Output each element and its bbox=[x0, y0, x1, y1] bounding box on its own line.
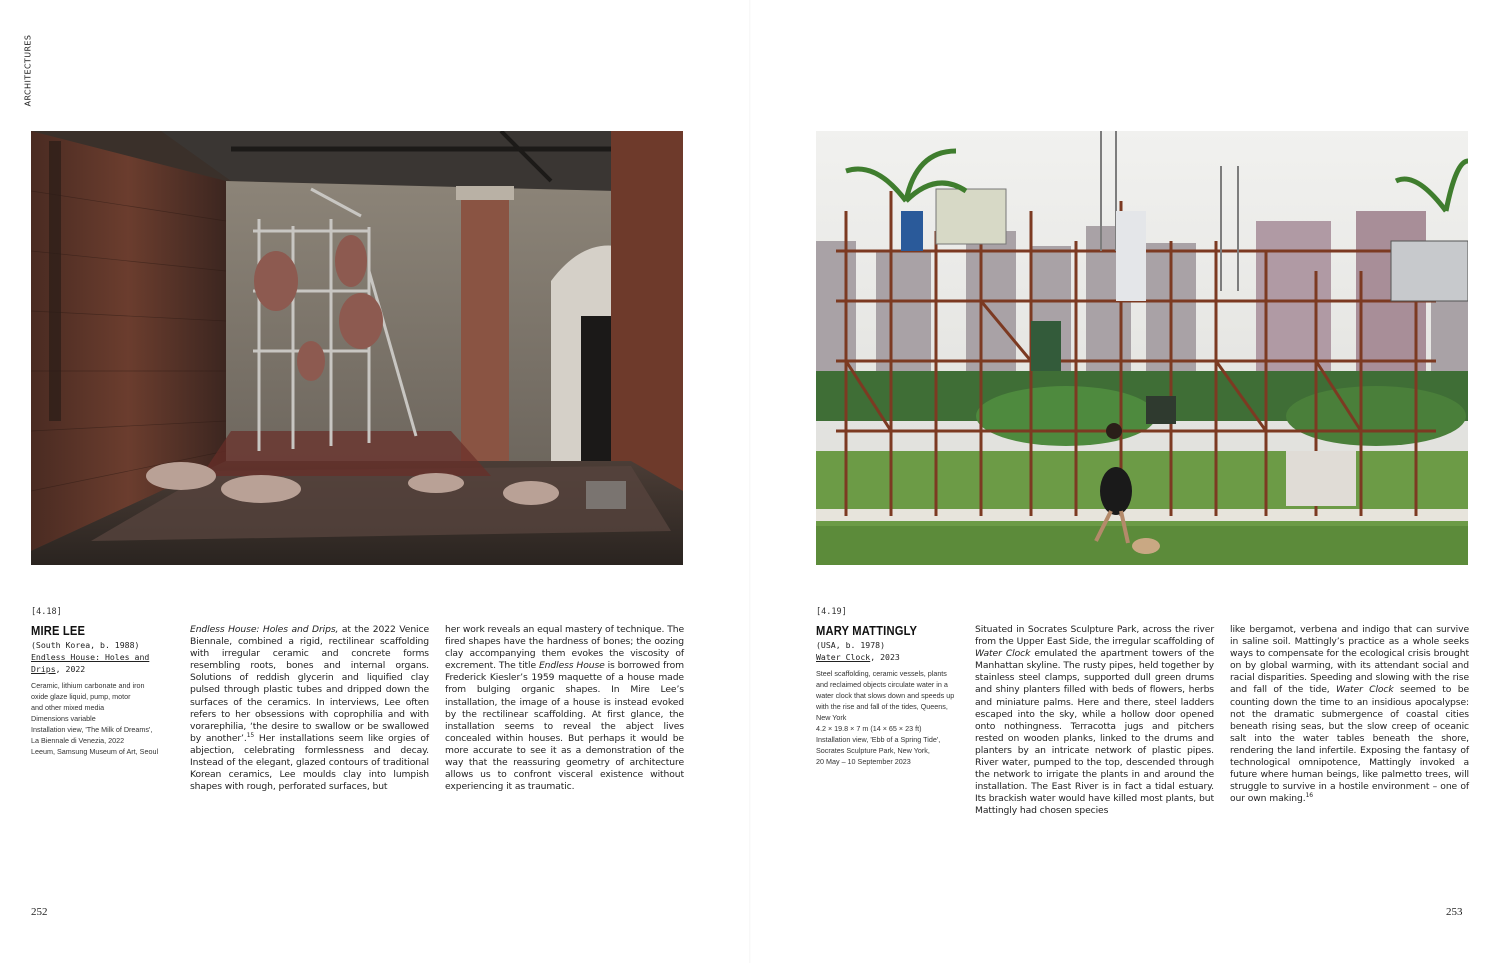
artist-name-left: MIRE LEE bbox=[31, 623, 86, 638]
detail-line: Installation view, 'Ebb of a Spring Tide', bbox=[816, 735, 941, 744]
work-details-right bbox=[816, 668, 954, 767]
detail-line: Installation view, 'The Milk of Dreams', bbox=[31, 725, 153, 734]
work-title-left-line1 bbox=[31, 651, 149, 663]
page-number-right: 253 bbox=[1446, 906, 1463, 918]
section-label: ARCHITECTURES bbox=[23, 34, 33, 107]
artist-origin-left: (South Korea, b. 1988) bbox=[31, 640, 140, 650]
detail-line: Ceramic, lithium carbonate and iron bbox=[31, 681, 145, 690]
detail-line: 20 May – 10 September 2023 bbox=[816, 757, 911, 766]
work-title-left-line2 bbox=[31, 663, 85, 675]
detail-line: Socrates Sculpture Park, New York, bbox=[816, 746, 930, 755]
detail-line: and reclaimed objects circulate water in a bbox=[816, 680, 948, 689]
detail-line: water clock that slows down and speeds up bbox=[816, 691, 955, 700]
page-gutter bbox=[749, 0, 751, 963]
photo-mire-lee-installation bbox=[31, 131, 683, 565]
text-run: her work reveals an equal mastery of technique. The fired shapes have the hardness of bones; the oozing clay accompanying them evokes the viscosity of excrement. The title bbox=[445, 624, 684, 672]
work-details-left bbox=[31, 680, 158, 757]
body-column-left-2 bbox=[445, 624, 684, 793]
artist-name-right: MARY MATTINGLY bbox=[816, 623, 918, 638]
work-title-left-b: Drips bbox=[31, 664, 56, 674]
work-title-right-line bbox=[816, 651, 900, 663]
footnote-ref: 15 bbox=[246, 731, 255, 739]
detail-line: Steel scaffolding, ceramic vessels, plants bbox=[816, 669, 947, 678]
section-tab bbox=[16, 36, 56, 116]
body-column-right-2 bbox=[1230, 624, 1469, 805]
artist-origin-right: (USA, b. 1978) bbox=[816, 640, 886, 650]
photo-mary-mattingly-installation bbox=[816, 131, 1468, 565]
detail-line: La Biennale di Venezia, 2022 bbox=[31, 736, 125, 745]
text-run: is borrowed from Frederick Kiesler’s 1959 maquette of a house made from bulging organic shapes. In Mire Lee’s installation, the image of a house is instead evoked by the rectilinear scaffolding. At first glance, the installation seems to reveal the abject lives concealed within houses. But perhaps it would be more accurate to see it as a demonstration of the way that the reassuring geometry of architecture allows us to confront visceral existence without experiencing it as traumatic. bbox=[445, 660, 684, 793]
text-run: Endless House: Holes and Drips, bbox=[190, 624, 339, 635]
figure-number-left: [4.18] bbox=[31, 607, 62, 617]
text-run: Water Clock bbox=[975, 648, 1031, 660]
figure-number-right: [4.19] bbox=[816, 607, 847, 617]
text-run: Water Clock bbox=[1336, 684, 1394, 696]
body-column-left-1 bbox=[190, 624, 429, 793]
work-year-right: , 2023 bbox=[870, 652, 900, 662]
text-run: Her installations seem like orgies of abjection, celebrating formlessness and decay. Instead of the elegant, glazed contours of traditional Korean ceramics, Lee moulds clay into lumpish shapes with rough, perforated surfaces, but bbox=[190, 732, 429, 793]
detail-line: Leeum, Samsung Museum of Art, Seoul bbox=[31, 747, 159, 756]
body-column-right-1 bbox=[975, 624, 1214, 818]
detail-line: New York bbox=[816, 713, 847, 722]
detail-line: with the rise and fall of the tides, Queens, bbox=[816, 702, 948, 711]
work-title-right: Water Clock bbox=[816, 652, 871, 662]
text-run: seemed to be counting down the time to an insidious apocalypse: not the dramatic submergence of coastal cities beneath rising seas, but the slow creep of oceanic salt into the water tables beneath the shore, rendering the land infertile. Exposing the fantasy of technological omnipotence, Mattingly invoked a future where human beings, like palmetto trees, will struggle to survive in a hostile environment – one of our own making. bbox=[1230, 684, 1469, 805]
detail-line: Dimensions variable bbox=[31, 714, 96, 723]
text-run: at the 2022 Venice Biennale, combined a rigid, rectilinear scaffolding with irregular ceramic and concrete forms resembling roots, bones and internal organs. Solutions of reddish glycerin and liquified clay pulsed through plastic tubes and dripped down the surfaces of the ceramics. In interviews, Lee often refers to her obsessions with coprophilia and with vorarephilia, ‘the desire to swallow or be swallowed by another’. bbox=[190, 624, 429, 744]
text-run: like bergamot, verbena and indigo that can survive in saline soil. Mattingly’s practice as a whole seeks ways to compensate for the ecological crisis brought on by global warming, with its attendant social and racial disparities. Speeding and slowing with the rise and fall of the tide, bbox=[1230, 624, 1469, 696]
work-year-left: , 2022 bbox=[55, 664, 86, 674]
text-run: Endless House bbox=[538, 660, 605, 672]
detail-line: oxide glaze liquid, pump, motor bbox=[31, 692, 131, 701]
page-number-left: 252 bbox=[31, 906, 48, 918]
work-title-left-a: Endless House: Holes and bbox=[31, 652, 150, 662]
detail-line: and other mixed media bbox=[31, 703, 105, 712]
text-run: Situated in Socrates Sculpture Park, across the river from the Upper East Side, the irregular scaffolding of bbox=[975, 624, 1214, 648]
footnote-ref: 16 bbox=[1305, 792, 1313, 800]
text-run: emulated the apartment towers of the Manhattan skyline. The rusty pipes, held together by stainless steel clamps, supported dull green drums and shiny planters filled with beds of flowers, herbs and miniature palms. Here and there, steel ladders escaped into the sky, while a hollow door opened onto nothingness. Terracotta jugs and pitchers rested on wooden planks, linked to the drums and planters by an intricate network of plastic pipes. River water, pumped to the top, descended through the network to irrigate the plants in and around the installation. The East River is in fact a tidal estuary. Its brackish water would have killed most plants, but Mattingly had chosen species bbox=[975, 648, 1214, 817]
detail-line: 4.2 × 19.8 × 7 m (14 × 65 × 23 ft) bbox=[816, 724, 922, 733]
